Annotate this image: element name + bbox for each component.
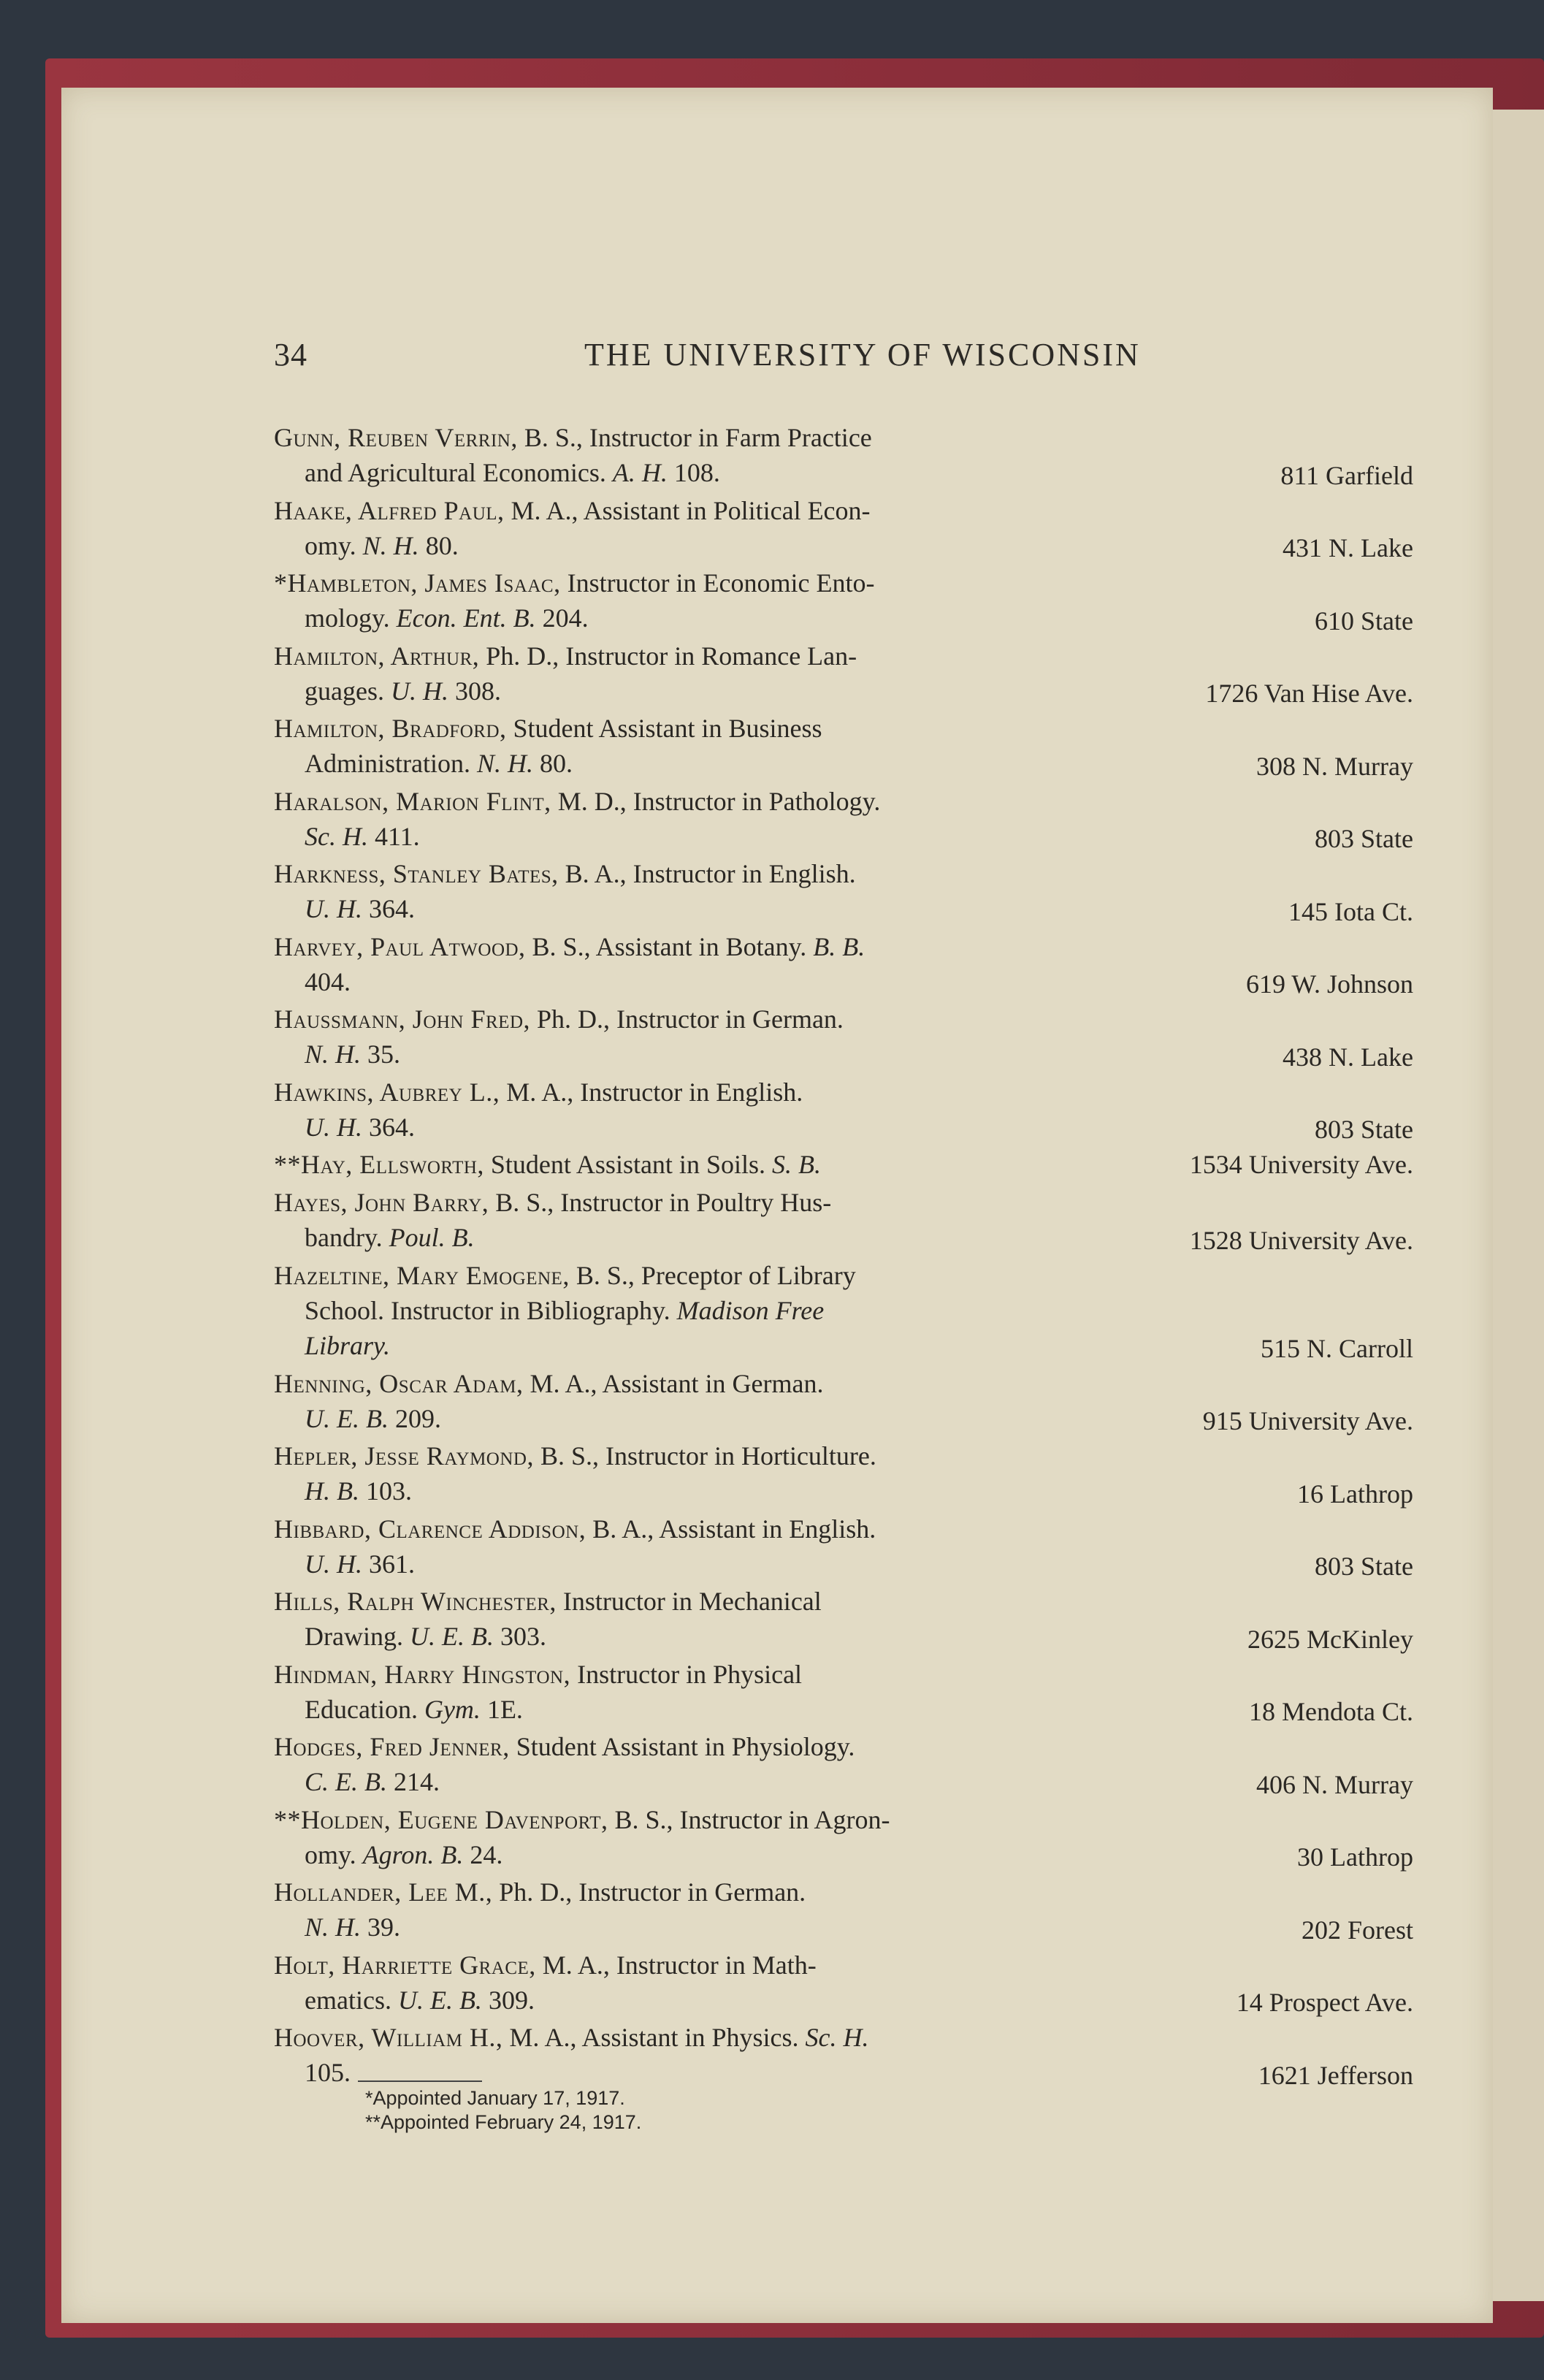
- entry-title-cont: 404.: [305, 966, 351, 996]
- office-room: 80.: [540, 749, 573, 778]
- office-building: A. H.: [612, 458, 668, 487]
- entry-title: B. S., Instructor in Horticulture.: [540, 1441, 876, 1471]
- address: 431 N. Lake: [1283, 533, 1413, 562]
- office-room: 308.: [454, 676, 501, 706]
- office-building: N. H.: [305, 1040, 362, 1069]
- person-name: Holt, Harriette Grace,: [274, 1950, 536, 1980]
- office-building: Sc. H.: [805, 2023, 869, 2052]
- office-building: Agron. B.: [362, 1839, 464, 1869]
- footnote: **Appointed February 24, 1917.: [365, 2111, 642, 2133]
- address: 1528 University Ave.: [1189, 1225, 1413, 1255]
- address: 811 Garfield: [1280, 460, 1413, 490]
- directory-entry: [274, 565, 1413, 638]
- entry-title-cont: Administration.: [305, 749, 470, 778]
- address: 406 N. Murray: [1256, 1769, 1413, 1799]
- entry-title-cont: omy.: [305, 1839, 356, 1869]
- directory-entry: [274, 1948, 1413, 2021]
- address: 610 State: [1315, 606, 1413, 636]
- office-room: 80.: [425, 530, 459, 560]
- office-building: Madison Free: [676, 1295, 825, 1325]
- office-building: N. H.: [362, 530, 419, 560]
- person-name: *Hambleton, James Isaac,: [274, 568, 561, 598]
- office-building: U. H.: [305, 894, 362, 923]
- office-room: 411.: [374, 821, 420, 851]
- entry-title: Instructor in Economic Ento-: [567, 568, 875, 598]
- office-building: U. H.: [305, 1549, 362, 1579]
- person-name: Hamilton, Arthur,: [274, 641, 480, 671]
- directory-entry: [274, 1366, 1413, 1439]
- person-name: Haralson, Marion Flint,: [274, 786, 551, 816]
- address: 18 Mendota Ct.: [1249, 1697, 1413, 1726]
- directory-entry: [274, 420, 1413, 493]
- office-room: 204.: [542, 603, 589, 633]
- directory-entry: [274, 1511, 1413, 1584]
- entry-title: B. S., Assistant in Botany.: [532, 931, 807, 961]
- address: 16 Lathrop: [1297, 1479, 1413, 1509]
- office-building: S. B.: [771, 1150, 821, 1179]
- office-building: U. H.: [305, 1112, 362, 1142]
- address: 14 Prospect Ave.: [1236, 1988, 1413, 2017]
- office-room: 209.: [394, 1403, 441, 1433]
- office-room: 103.: [366, 1476, 412, 1506]
- directory-entry: [274, 856, 1413, 929]
- directory-entry: [274, 1075, 1413, 1148]
- address: 1726 Van Hise Ave.: [1205, 679, 1413, 708]
- office-building: U. H.: [390, 676, 448, 706]
- entry-title-cont: 105.: [305, 2058, 351, 2087]
- entry-title: Student Assistant in Business: [513, 714, 822, 743]
- directory-entry: [274, 1874, 1413, 1948]
- address: 438 N. Lake: [1283, 1042, 1413, 1072]
- office-building: Library.: [305, 1330, 391, 1360]
- directory-entry: [274, 1584, 1413, 1657]
- footnote-rule: [358, 2080, 482, 2082]
- facing-page-edge: [1490, 110, 1544, 2301]
- office-room: 364.: [369, 894, 415, 923]
- entry-title: Instructor in Physical: [577, 1659, 803, 1689]
- office-room: 309.: [488, 1985, 535, 2015]
- footnote: *Appointed January 17, 1917.: [365, 2087, 625, 2109]
- office-building: U. E. B.: [409, 1622, 494, 1651]
- entry-title-cont: bandry.: [305, 1223, 383, 1252]
- entry-title: Student Assistant in Soils.: [490, 1150, 765, 1179]
- office-building: Gym.: [424, 1694, 481, 1724]
- entry-title: Instructor in Mechanical: [562, 1587, 822, 1616]
- person-name: Haake, Alfred Paul,: [274, 495, 505, 525]
- office-building: Poul. B.: [389, 1223, 475, 1252]
- person-name: Gunn, Reuben Verrin,: [274, 423, 518, 452]
- person-name: Hawkins, Aubrey L.,: [274, 1077, 500, 1107]
- office-room: 108.: [673, 458, 720, 487]
- entry-title: B. A., Assistant in English.: [592, 1514, 876, 1544]
- person-name: Hoover, William H.,: [274, 2023, 503, 2052]
- person-name: Hollander, Lee M.,: [274, 1877, 493, 1907]
- entry-title: B. S., Instructor in Agron-: [614, 1804, 890, 1834]
- running-head: THE UNIVERSITY OF WISCONSIN: [584, 337, 1141, 373]
- address: 145 Iota Ct.: [1288, 896, 1413, 926]
- entry-title: M. A., Instructor in English.: [506, 1077, 803, 1107]
- person-name: Hills, Ralph Winchester,: [274, 1587, 557, 1616]
- office-building: N. H.: [477, 749, 534, 778]
- person-name: Harvey, Paul Atwood,: [274, 931, 526, 961]
- directory-entry: [274, 784, 1413, 857]
- address: 1621 Jefferson: [1258, 2060, 1413, 2090]
- address: 2625 McKinley: [1247, 1624, 1413, 1654]
- office-room: 39.: [367, 1912, 401, 1942]
- entry-title-cont: ematics.: [305, 1985, 391, 2015]
- office-room: 24.: [470, 1839, 503, 1869]
- staff-directory-list: [274, 420, 1413, 2093]
- footnotes: [365, 2086, 641, 2135]
- entry-title: B. S., Instructor in Poultry Hus-: [495, 1188, 832, 1217]
- entry-title-cont: guages.: [305, 676, 384, 706]
- office-building: H. B.: [305, 1476, 359, 1506]
- office-room: 1E.: [486, 1694, 523, 1724]
- directory-entry: [274, 1729, 1413, 1802]
- address: 202 Forest: [1302, 1915, 1413, 1945]
- person-name: Hindman, Harry Hingston,: [274, 1659, 571, 1689]
- page-number: 34: [274, 337, 307, 373]
- address: 803 State: [1315, 1552, 1413, 1581]
- directory-entry: [274, 1147, 1413, 1185]
- address: 515 N. Carroll: [1261, 1333, 1413, 1363]
- office-building: Econ. Ent. B.: [396, 603, 536, 633]
- directory-entry: [274, 1802, 1413, 1875]
- office-building: U. E. B.: [397, 1985, 482, 2015]
- office-building: Sc. H.: [305, 821, 368, 851]
- entry-title-cont: mology.: [305, 603, 390, 633]
- address: 308 N. Murray: [1256, 751, 1413, 781]
- entry-title: M. A., Instructor in Math-: [542, 1950, 817, 1980]
- entry-title-cont: Education.: [305, 1694, 418, 1724]
- office-building: U. E. B.: [305, 1403, 389, 1433]
- directory-entry: [274, 1002, 1413, 1075]
- entry-title-cont: Drawing.: [305, 1622, 403, 1651]
- entry-title: B. A., Instructor in English.: [565, 859, 856, 888]
- directory-entry: [274, 493, 1413, 566]
- directory-entry: [274, 929, 1413, 1002]
- person-name: Haussmann, John Fred,: [274, 1004, 530, 1034]
- office-room: 214.: [394, 1767, 440, 1796]
- person-name: **Holden, Eugene Davenport,: [274, 1804, 608, 1834]
- entry-title: Ph. D., Instructor in German.: [537, 1004, 844, 1034]
- directory-entry: [274, 1657, 1413, 1730]
- entry-title: B. S., Instructor in Farm Practice: [524, 423, 872, 452]
- entry-title: M. D., Instructor in Pathology.: [557, 786, 881, 816]
- person-name: Hibbard, Clarence Addison,: [274, 1514, 586, 1544]
- office-room: 35.: [367, 1040, 401, 1069]
- directory-entry: [274, 1185, 1413, 1258]
- entry-title: M. A., Assistant in Physics.: [509, 2023, 799, 2052]
- entry-title-cont: omy.: [305, 530, 356, 560]
- person-name: Hodges, Fred Jenner,: [274, 1732, 510, 1761]
- address: 915 University Ave.: [1202, 1406, 1413, 1435]
- person-name: **Hay, Ellsworth,: [274, 1150, 484, 1179]
- person-name: Hepler, Jesse Raymond,: [274, 1441, 534, 1471]
- office-room: 364.: [369, 1112, 415, 1142]
- person-name: Hamilton, Bradford,: [274, 714, 507, 743]
- office-building: N. H.: [305, 1912, 362, 1942]
- directory-entry: [274, 1258, 1413, 1366]
- office-building: B. B.: [813, 931, 865, 961]
- entry-title: Ph. D., Instructor in German.: [499, 1877, 806, 1907]
- address: 30 Lathrop: [1297, 1842, 1413, 1872]
- directory-entry: [274, 1438, 1413, 1511]
- address: 803 State: [1315, 1115, 1413, 1144]
- person-name: Hazeltine, Mary Emogene,: [274, 1260, 570, 1290]
- entry-title-cont: School. Instructor in Bibliography.: [305, 1295, 670, 1325]
- entry-title: Ph. D., Instructor in Romance Lan-: [486, 641, 857, 671]
- directory-entry: [274, 638, 1413, 712]
- entry-title: B. S., Preceptor of Library: [576, 1260, 856, 1290]
- office-room: 361.: [369, 1549, 415, 1579]
- address: 803 State: [1315, 824, 1413, 853]
- entry-title: Student Assistant in Physiology.: [516, 1732, 855, 1761]
- person-name: Henning, Oscar Adam,: [274, 1368, 524, 1398]
- person-name: Hayes, John Barry,: [274, 1188, 489, 1217]
- office-building: C. E. B.: [305, 1767, 387, 1796]
- office-room: 303.: [500, 1622, 546, 1651]
- entry-title: M. A., Assistant in German.: [530, 1368, 824, 1398]
- entry-title-cont: and Agricultural Economics.: [305, 458, 606, 487]
- directory-entry: [274, 711, 1413, 784]
- entry-title: M. A., Assistant in Political Econ-: [511, 495, 871, 525]
- address: 619 W. Johnson: [1245, 969, 1413, 999]
- person-name: Harkness, Stanley Bates,: [274, 859, 559, 888]
- address: 1534 University Ave.: [1189, 1150, 1413, 1179]
